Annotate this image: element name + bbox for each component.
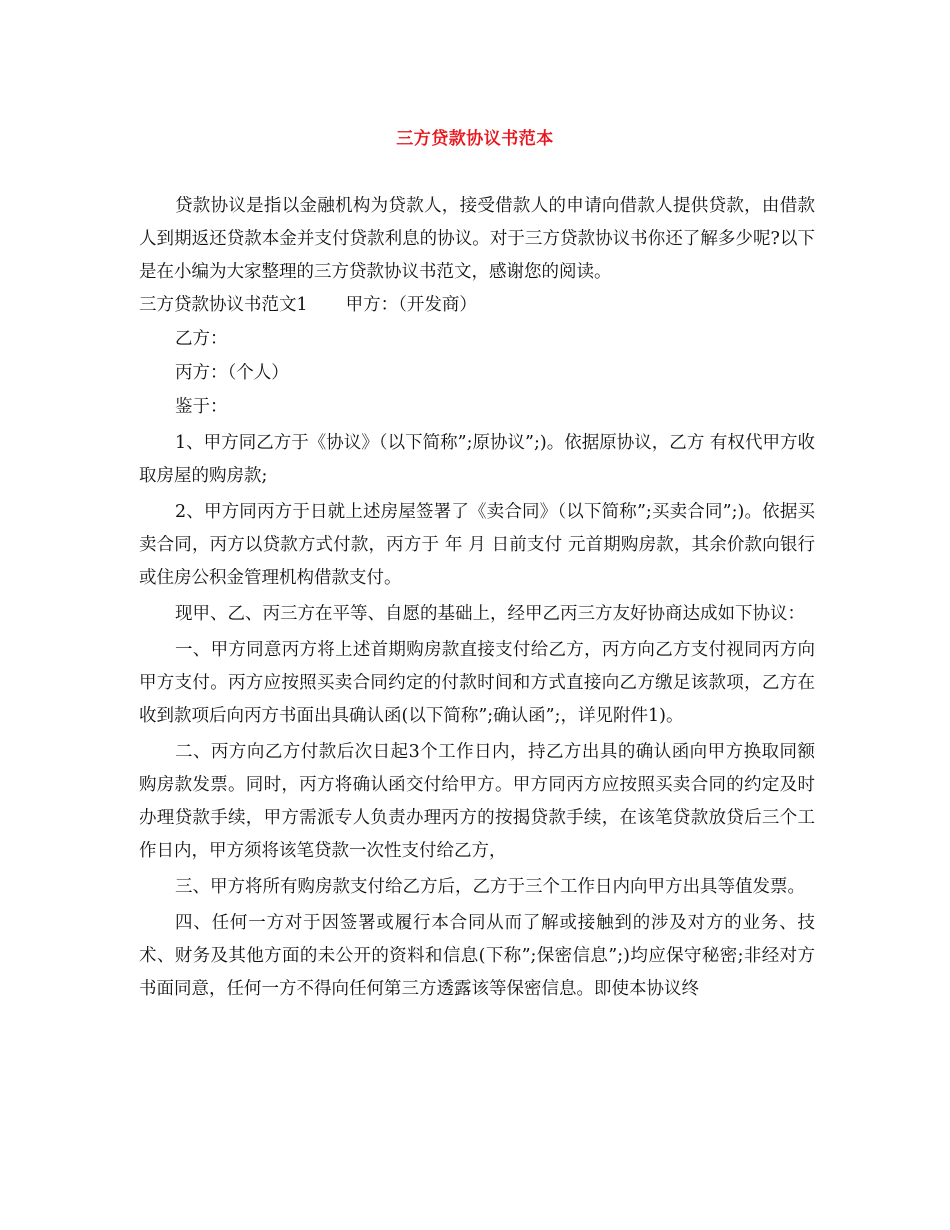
clause-3-paragraph: 三、甲方将所有购房款支付给乙方后，乙方于三个工作日内向甲方出具等值发票。 bbox=[175, 877, 805, 897]
clause-2-paragraph: 二、丙方向乙方付款后次日起3个工作日内，持乙方出具的确认函向甲方换取同额购房款发票。同时，丙方将确认函交付给甲方。甲方同丙方应按照买卖合同的约定及时办理贷款手续，甲方需派专人负责办理丙方的按揭贷款手续，在该笔贷款放贷后三个工作日内，甲方须将该笔贷款一次性支付给乙方， bbox=[139, 742, 815, 861]
intro-paragraph: 贷款协议是指以金融机构为贷款人，接受借款人的申请向借款人提供贷款，由借款人到期返还贷款本金并支付贷款利息的协议。对于三方贷款协议书你还了解多少呢?以下是在小编为大家整理的三方贷款协议书范文，感谢您的阅读。 bbox=[139, 196, 815, 282]
clause-1-paragraph: 一、甲方同意丙方将上述首期购房款直接支付给乙方，丙方向乙方支付视同丙方向甲方支付。丙方应按照买卖合同约定的付款时间和方式直接向乙方缴足该款项，乙方在收到款项后向丙方书面出具确认函(以下简称”;确认函”;，详见附件1)。 bbox=[139, 640, 815, 726]
document-body bbox=[139, 190, 815, 1006]
party-b-line: 乙方： bbox=[175, 329, 228, 349]
sample-heading-line bbox=[139, 289, 815, 322]
whereas-heading: 鉴于： bbox=[175, 397, 228, 417]
whereas-item-1: 1、甲方同乙方于《协议》（以下简称”;原协议”;)。依据原协议，乙方 有权代甲方收取房屋的购房款; bbox=[139, 433, 815, 486]
document-title: 三方贷款协议书范本 bbox=[396, 129, 554, 149]
clause-4-paragraph: 四、任何一方对于因签署或履行本合同从而了解或接触到的涉及对方的业务、技术、财务及其他方面的未公开的资料和信息(下称”;保密信息”;)均应保守秘密;非经对方书面同意，任何一方不得向任何第三方透露该等保密信息。即使本协议终 bbox=[139, 913, 815, 999]
party-c-line: 丙方：（个人） bbox=[175, 363, 289, 383]
sample-heading: 三方贷款协议书范文1 bbox=[139, 295, 308, 315]
party-a-line: 甲方：（开发商） bbox=[345, 295, 477, 315]
whereas-item-2: 2、甲方同丙方于日就上述房屋签署了《卖合同》（以下简称”;买卖合同”;)。依据买卖合同，丙方以贷款方式付款，丙方于 年 月 日前支付 元首期购房款，其余价款向银行或住房公积金管理机构借款支付。 bbox=[139, 502, 815, 588]
agreement-lead-paragraph: 现甲、乙、丙三方在平等、自愿的基础上，经甲乙丙三方友好协商达成如下协议： bbox=[175, 604, 805, 624]
